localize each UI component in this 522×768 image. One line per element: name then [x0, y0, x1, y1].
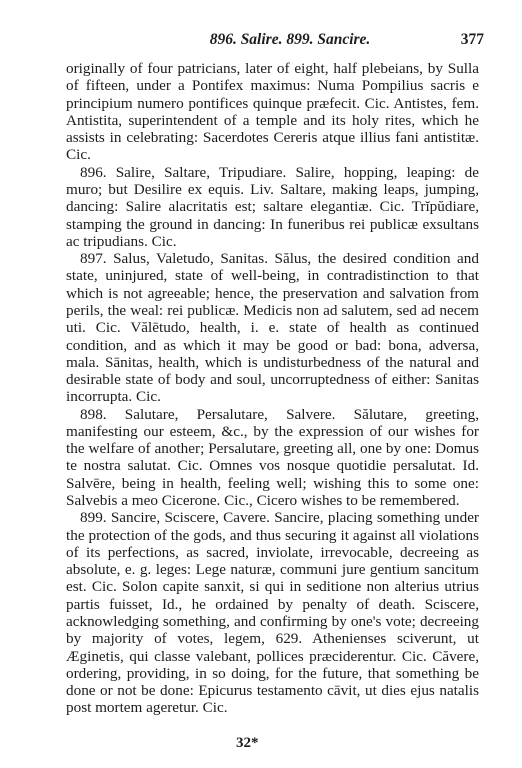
running-head-title: 896. Salire. 899. Sancire.	[209, 31, 371, 48]
entry-897: 897. Salus, Valetudo, Sanitas. Sălus, the desired condition and state, uninjured, state of well-being, in contradistinction to that which is not agreeable; hence, the preservation and salvation from perils, the weal: rei publicæ. Medicis non ad salutem, sed ad necem uti. Cic. Vălētudo, health, i. e. state of health as continued condition, and as which it may be good or bad: bona, adversa, mala. Sānitas, health, which is undisturbedness of the natural and desirable state of body and soul, uncorruptedness of either: Sanitas incorrupta. Cic.	[66, 250, 479, 406]
entry-899: 899. Sancire, Sciscere, Cavere. Sancire, placing something under the protection of the gods, and thus securing it against all violations of its perfections, as sacred, inviolate, irrevocable, decreeing as absolute, e. g. leges: Lege naturæ, communi jure gentium sancitum est. Cic. Solon capite sanxit, si qui in seditione non alterius utrius partis fuisset, Id., he ordained by penalty of death. Sciscere, acknowledging something, and confirming by one's vote; decreeing by majority of votes, legem, 629. Athenienses sciverunt, ut Æginetis, qui classe valebant, pollices præciderentur. Cic. Căvere, ordering, providing, in so doing, for the future, that something be done or not be done: Epicurus testamento cāvit, ut dies ejus natalis post mortem ageretur. Cic.	[66, 509, 479, 717]
page-number: 377	[460, 31, 484, 48]
entry-896: 896. Salire, Saltare, Tripudiare. Salire, hopping, leaping: de muro; but Desilire ex equis. Liv. Saltare, making leaps, jumping, dancing: Salire alacritatis est; saltare elegantiæ. Cic. Trĭpŭdiare, stamping the ground in dancing: In funeribus rei publicæ exsultans ac tripudians. Cic.	[66, 163, 479, 250]
entry-898: 898. Salutare, Persalutare, Salvere. Sălutare, greeting, manifesting our esteem, &c., by the expression of our wishes for the welfare of another; Persalutare, greeting all, one by one: Domus te nostra salutat. Cic. Omnes vos nosque quotidie persalutat. Id. Salvēre, being in health, feeling well; wishing this to some one: Salvebis a meo Cicerone. Cic., Cicero wishes to be remembered.	[66, 405, 479, 510]
page-body	[66, 60, 479, 717]
running-head	[90, 30, 490, 50]
paragraph-continuation: originally of four patricians, later of eight, half plebeians, by Sulla of fifteen, under a Pontifex maximus: Numa Pompilius sacris e principium numero pontifices quinque præfecit. Cic. Antistes, fem. Antistita, superintendent of a temple and its holy rites, which he assists in celebrating: Sacerdotes Cereris atque illius fani antistitæ. Cic.	[66, 60, 479, 164]
signature-mark: 32*	[236, 735, 259, 751]
